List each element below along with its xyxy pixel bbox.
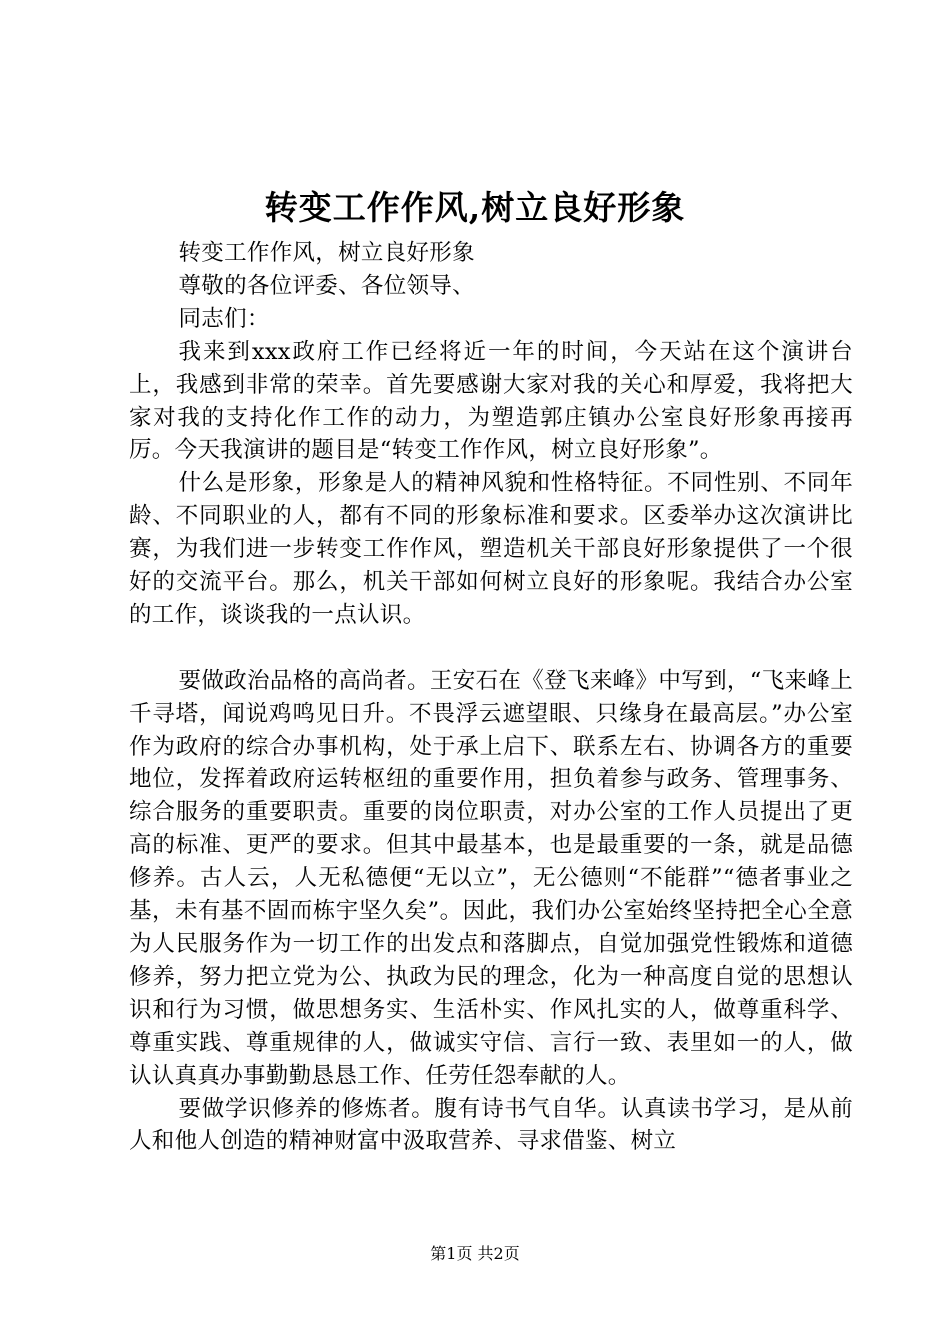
paragraph-salutation: 尊敬的各位评委、各位领导、 xyxy=(178,272,475,299)
paragraph-salutation-2: 同志们： xyxy=(178,305,270,332)
document-title: 转变工作作风,树立良好形象 xyxy=(264,188,686,227)
paragraph-intro: 我来到xxx政府工作已经将近一年的时间，今天站在这个演讲台上，我感到非常的荣幸。首先要感谢大家对我的关心和厚爱，我将把大家对我的支持化作工作的动力，为塑造郭庄镇办公室良好形象再接再厉。今天我演讲的题目是“转变工作作风，树立良好形象”。 xyxy=(129,338,853,464)
paragraph-subtitle: 转变工作作风，树立良好形象 xyxy=(178,240,475,266)
document-body xyxy=(129,237,853,1158)
paragraph-political-character: 要做政治品格的高尚者。王安石在《登飞来峰》中写到，“飞来峰上千寻塔，闻说鸡鸣见日升。不畏浮云遮望眼、只缘身在最高层。”办公室作为政府的综合办事机构，处于承上启下、联系左右、协调各方的重要地位，发挥着政府运转枢纽的重要作用，担负着参与政务、管理事务、综合服务的重要职责。重要的岗位职责，对办公室的工作人员提出了更高的标准、更严的要求。但其中最基本，也是最重要的一条，就是品德修养。古人云，人无私德便“无以立”，无公德则“不能群”“德者事业之基，未有基不固而栋宇坚久矣”。因此，我们办公室始终坚持把全心全意为人民服务作为一切工作的出发点和落脚点，自觉加强党性锻炼和道德修养，努力把立党为公、执政为民的理念，化为一种高度自觉的思想认识和行为习惯，做思想务实、生活朴实、作风扎实的人，做尊重科学、尊重实践、尊重规律的人，做诚实守信、言行一致、表里如一的人，做认认真真办事勤勤恳恳工作、任劳任怨奉献的人。 xyxy=(129,667,853,1089)
page-number-footer: 第1页 共2页 xyxy=(430,1244,520,1263)
paragraph-learning: 要做学识修养的修炼者。腹有诗书气自华。认真读书学习，是从前人和他人创造的精神财富中汲取营养、寻求借鉴、树立 xyxy=(129,1095,853,1155)
paragraph-image-definition: 什么是形象，形象是人的精神风貌和性格特征。不同性别、不同年龄、不同职业的人，都有不同的形象标准和要求。区委举办这次演讲比赛，为我们进一步转变工作作风，塑造机关干部良好形象提供了一个很好的交流平台。那么，机关干部如何树立良好的形象呢。我结合办公室的工作，谈谈我的一点认识。 xyxy=(129,470,853,628)
